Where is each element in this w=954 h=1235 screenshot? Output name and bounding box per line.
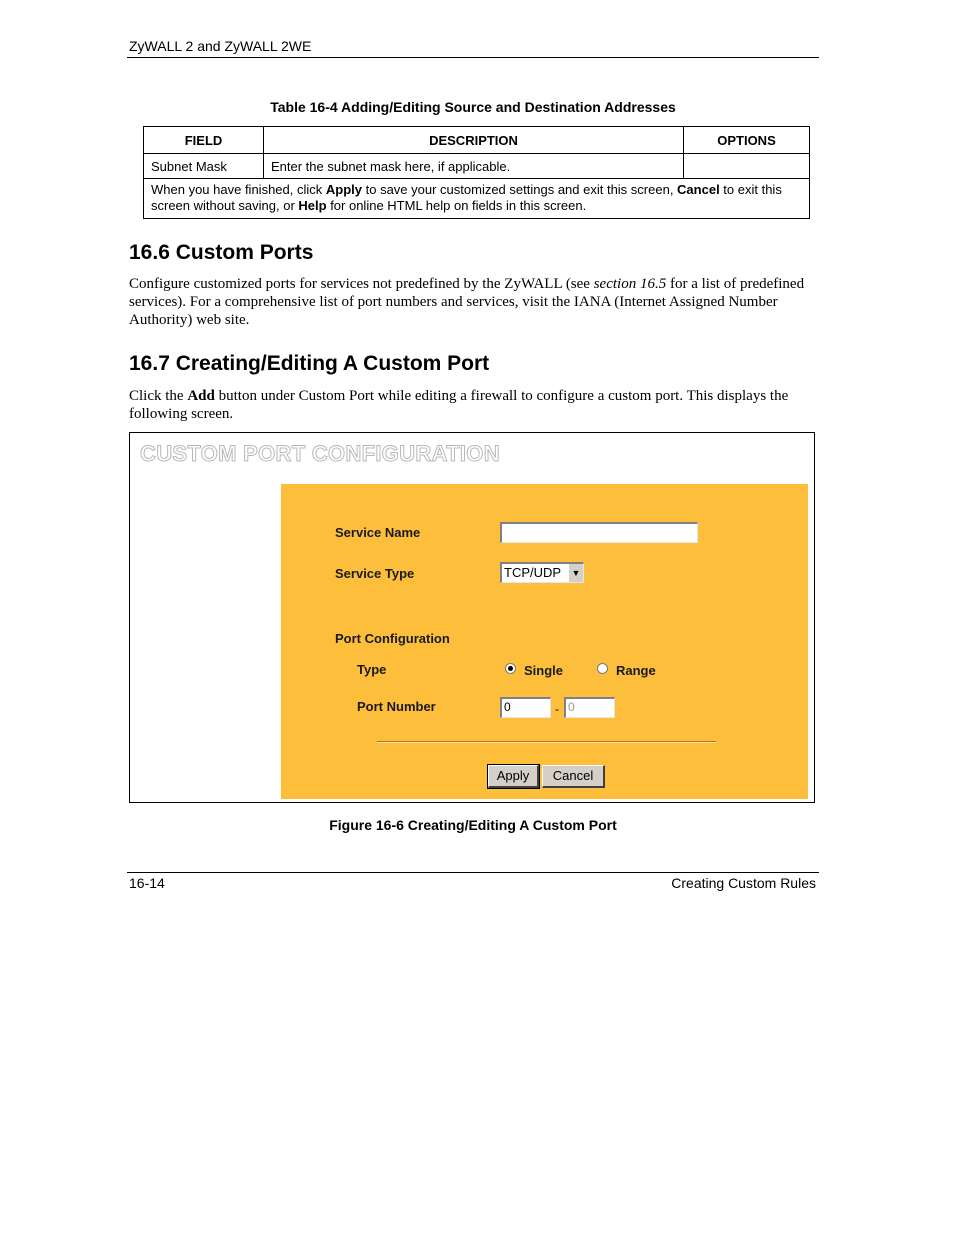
field-cell: Subnet Mask bbox=[144, 154, 264, 179]
service-type-select[interactable] bbox=[500, 562, 584, 583]
header-rule bbox=[127, 57, 819, 58]
service-type-label: Service Type bbox=[335, 566, 415, 581]
chevron-down-icon[interactable]: ▼ bbox=[568, 564, 583, 582]
service-name-label: Service Name bbox=[335, 525, 421, 540]
section-heading-custom-ports: 16.6 Custom Ports bbox=[129, 241, 314, 264]
footer-section-title: Creating Custom Rules bbox=[671, 875, 816, 891]
options-cell bbox=[684, 154, 810, 179]
table-note-row bbox=[144, 179, 810, 219]
panel-divider bbox=[377, 741, 716, 743]
table-row bbox=[144, 154, 810, 179]
footer-rule bbox=[127, 872, 819, 873]
table-header-row bbox=[144, 127, 810, 154]
port-number-label: Port Number bbox=[357, 699, 436, 714]
port-configuration-label: Port Configuration bbox=[335, 631, 450, 646]
type-range-radio[interactable] bbox=[597, 663, 608, 674]
figure-caption: Figure 16-6 Creating/Editing A Custom Port bbox=[329, 817, 617, 833]
port-end-input[interactable]: 0 bbox=[564, 697, 615, 718]
section-heading-creating-custom-port: 16.7 Creating/Editing A Custom Port bbox=[129, 352, 490, 375]
field-table bbox=[143, 126, 810, 219]
custom-ports-paragraph: Configure customized ports for services not predefined by the ZyWALL (see section 16.5 for a list of predefined services). For a comprehensive list of port numbers and services, visit the IANA (Internet Assigned Number Authority) web site. bbox=[129, 276, 805, 328]
footer-page-number: 16-14 bbox=[129, 875, 165, 891]
apply-button[interactable]: Apply bbox=[488, 765, 539, 788]
running-header: ZyWALL 2 and ZyWALL 2WE bbox=[129, 38, 312, 54]
table-note: When you have finished, click Apply to save your customized settings and exit this screen, Cancel to exit this screen without saving, or Help for online HTML help on fields in this screen. bbox=[144, 179, 810, 219]
port-start-input[interactable]: 0 bbox=[500, 697, 551, 718]
description-cell: Enter the subnet mask here, if applicable. bbox=[264, 154, 684, 179]
service-name-input[interactable] bbox=[500, 522, 698, 543]
type-single-label[interactable]: Single bbox=[524, 663, 564, 678]
creating-port-paragraph: Click the Add button under Custom Port while editing a firewall to configure a custom port. This displays the following screen. bbox=[129, 388, 789, 422]
column-header-field: FIELD bbox=[144, 127, 264, 154]
type-range-label[interactable]: Range bbox=[616, 663, 656, 678]
table-caption: Table 16-4 Adding/Editing Source and Destination Addresses bbox=[270, 99, 676, 115]
port-range-separator: - bbox=[555, 702, 559, 716]
cancel-button[interactable]: Cancel bbox=[542, 765, 605, 788]
radio-selected-dot bbox=[508, 666, 513, 671]
column-header-options: OPTIONS bbox=[684, 127, 810, 154]
type-single-radio[interactable] bbox=[505, 663, 516, 674]
column-header-description: DESCRIPTION bbox=[264, 127, 684, 154]
service-type-value: TCP/UDP bbox=[504, 565, 562, 580]
type-label: Type bbox=[357, 662, 387, 677]
screen-title: CUSTOM PORT CONFIGURATION bbox=[140, 441, 500, 466]
